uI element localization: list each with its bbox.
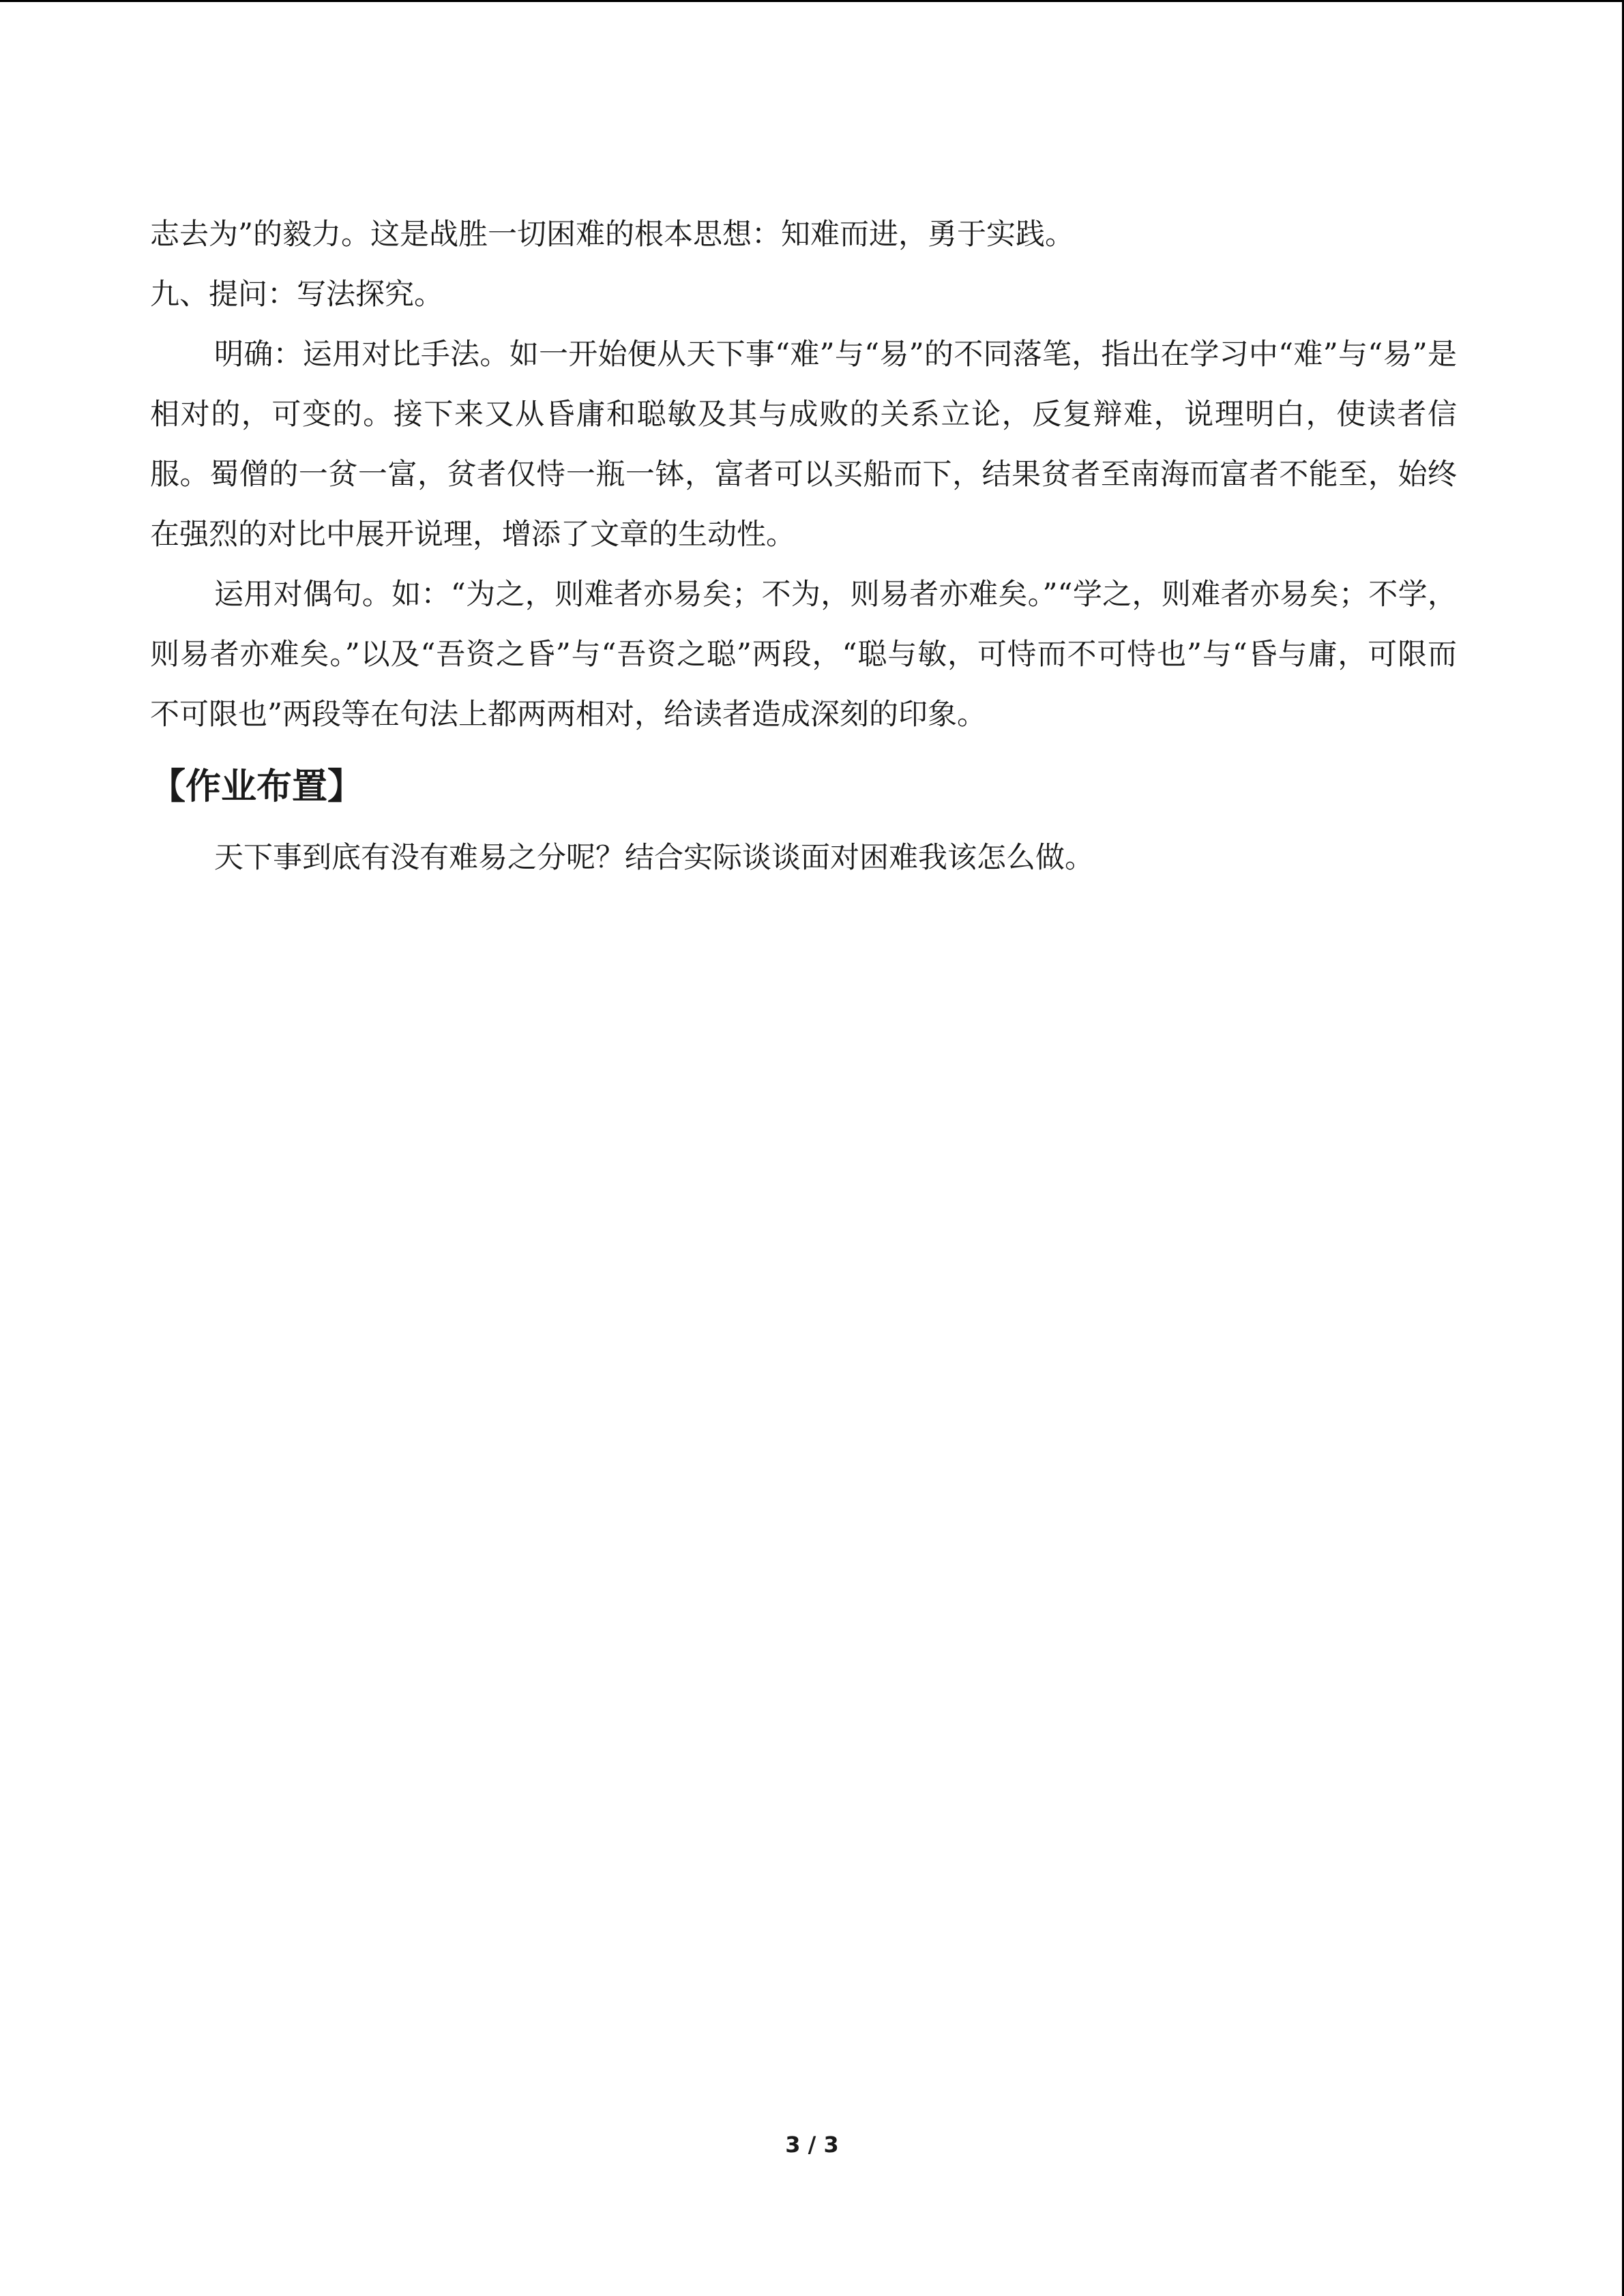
homework-heading: 【作业布置】 (150, 766, 364, 807)
section-nine-question: 九、提问：写法探究。 (150, 278, 443, 312)
paragraph-parallel-sentences: 运用对偶句。如：“为之，则难者亦易矣；不为，则易者亦难矣。”“学之，则难者亦易矣；不学，则易者亦难矣。”以及“吾资之昏”与“吾资之聪”两段，“聪与敏，可恃而不可恃也”与“昏与庸，可限而不可限也”两段等在句法上都两两相对，给读者造成深刻的印象。 (150, 578, 1457, 732)
page-top-border (0, 0, 1624, 2)
paragraph-contrast-technique: 明确：运用对比手法。如一开始便从天下事“难”与“易”的不同落笔，指出在学习中“难”与“易”是相对的，可变的。接下来又从昏庸和聪敏及其与成败的关系立论，反复辩难，说理明白，使读者信服。蜀僧的一贫一富，贫者仅恃一瓶一钵，富者可以买船而下，结果贫者至南海而富者不能至，始终在强烈的对比中展开说理，增添了文章的生动性。 (150, 338, 1457, 552)
homework-text: 天下事到底有没有难易之分呢？结合实际谈谈面对困难我该怎么做。 (214, 841, 1094, 875)
paragraph-continuation: 志去为”的毅力。这是战胜一切困难的根本思想：知难而进，勇于实践。 (150, 218, 1074, 252)
page-number: 3 / 3 (785, 2132, 839, 2158)
document-body (150, 205, 1457, 888)
